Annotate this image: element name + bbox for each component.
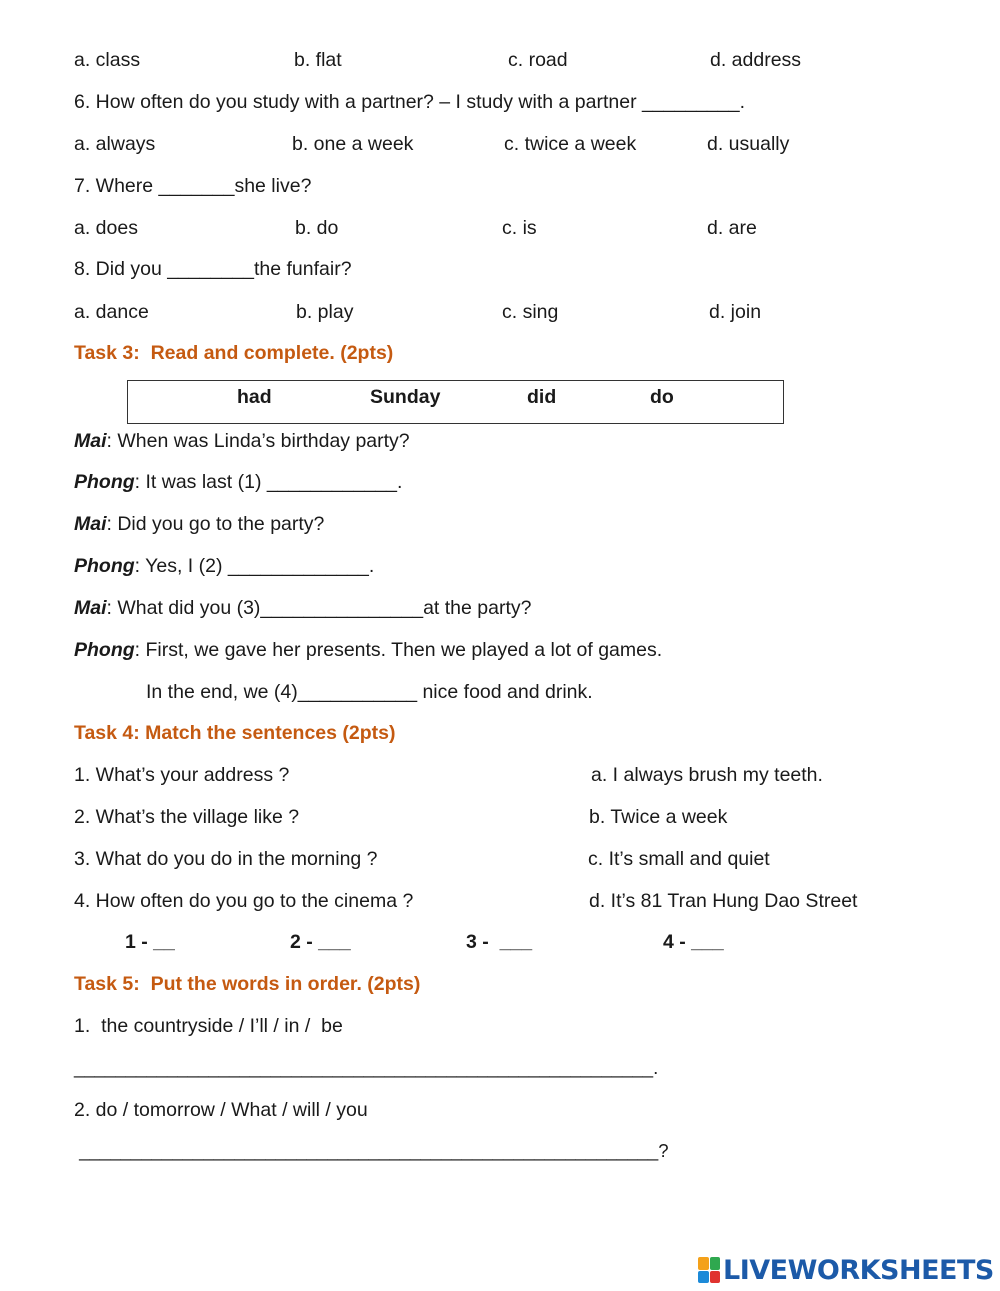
q7-option-a: a. does bbox=[74, 217, 138, 239]
match-answer-c: c. It’s small and quiet bbox=[588, 848, 770, 870]
q8-option-c: c. sing bbox=[502, 301, 559, 323]
order-answer-line-2[interactable]: ________________________________________________________? bbox=[74, 1140, 669, 1161]
dialogue-text: : Yes, I (2) _____________. bbox=[134, 555, 375, 577]
dialogue-continuation: In the end, we (4)___________ nice food and drink. bbox=[146, 681, 593, 703]
logo-text: LIVEWORKSHEETS bbox=[723, 1254, 994, 1286]
dialogue-line-4 bbox=[74, 554, 374, 578]
speaker-name: Phong bbox=[74, 639, 135, 661]
q8-option-a: a. dance bbox=[74, 301, 149, 323]
match-question-4: 4. How often do you go to the cinema ? bbox=[74, 890, 414, 912]
q6-option-b: b. one a week bbox=[292, 133, 414, 155]
dialogue-line-5 bbox=[74, 596, 532, 620]
word-bank-box bbox=[127, 380, 784, 424]
word-bank-item: do bbox=[650, 386, 674, 408]
speaker-name: Phong bbox=[74, 471, 135, 493]
match-question-1: 1. What’s your address ? bbox=[74, 764, 290, 786]
q8-option-d: d. join bbox=[709, 301, 762, 323]
liveworksheets-logo-icon bbox=[698, 1257, 720, 1283]
match-answer-d: d. It’s 81 Tran Hung Dao Street bbox=[589, 890, 858, 912]
q7-option-d: d. are bbox=[707, 217, 757, 239]
q5-option-c: c. road bbox=[508, 49, 568, 71]
q5-option-b: b. flat bbox=[294, 49, 342, 71]
answer-slot-4[interactable]: 4 - ___ bbox=[663, 931, 724, 953]
dialogue-line-3 bbox=[74, 512, 324, 536]
dialogue-text: : When was Linda’s birthday party? bbox=[106, 430, 410, 452]
dialogue-line-2 bbox=[74, 470, 402, 494]
q6-option-c: c. twice a week bbox=[504, 133, 637, 155]
q6-option-a: a. always bbox=[74, 133, 156, 155]
match-question-3: 3. What do you do in the morning ? bbox=[74, 848, 378, 870]
dialogue-text: : What did you (3)_______________at the party? bbox=[106, 597, 532, 619]
dialogue-text: : First, we gave her presents. Then we played a lot of games. bbox=[134, 639, 663, 661]
speaker-name: Mai bbox=[74, 513, 107, 535]
task5-title: Task 5: Put the words in order. (2pts) bbox=[74, 973, 421, 995]
match-answer-b: b. Twice a week bbox=[589, 806, 728, 828]
speaker-name: Mai bbox=[74, 430, 107, 452]
word-bank-item: did bbox=[527, 386, 557, 408]
q6-text: 6. How often do you study with a partner? – I study with a partner _________. bbox=[74, 91, 745, 113]
order-prompt-1: 1. the countryside / I’ll / in / be bbox=[74, 1015, 343, 1037]
q5-option-d: d. address bbox=[710, 49, 802, 71]
q6-option-d: d. usually bbox=[707, 133, 790, 155]
match-answer-a: a. I always brush my teeth. bbox=[591, 764, 823, 786]
answer-slot-2[interactable]: 2 - ___ bbox=[290, 931, 351, 953]
q7-option-c: c. is bbox=[502, 217, 537, 239]
word-bank-item: had bbox=[237, 386, 272, 408]
task4-title: Task 4: Match the sentences (2pts) bbox=[74, 722, 396, 744]
speaker-name: Mai bbox=[74, 597, 107, 619]
q7-text: 7. Where _______she live? bbox=[74, 175, 312, 197]
order-prompt-2: 2. do / tomorrow / What / will / you bbox=[74, 1099, 368, 1121]
liveworksheets-logo bbox=[698, 1254, 994, 1286]
answer-slot-1[interactable]: 1 - __ bbox=[125, 931, 175, 953]
dialogue-text: : It was last (1) ____________. bbox=[134, 471, 403, 493]
dialogue-line-1 bbox=[74, 429, 410, 453]
answer-slot-3[interactable]: 3 - ___ bbox=[466, 931, 533, 953]
task3-title: Task 3: Read and complete. (2pts) bbox=[74, 342, 394, 364]
q8-option-b: b. play bbox=[296, 301, 354, 323]
q5-option-a: a. class bbox=[74, 49, 141, 71]
dialogue-line-6 bbox=[74, 638, 662, 662]
match-question-2: 2. What’s the village like ? bbox=[74, 806, 300, 828]
word-bank-item: Sunday bbox=[370, 386, 441, 408]
q7-option-b: b. do bbox=[295, 217, 339, 239]
order-answer-line-1[interactable]: ________________________________________________________. bbox=[74, 1057, 659, 1078]
q8-text: 8. Did you ________the funfair? bbox=[74, 258, 352, 280]
speaker-name: Phong bbox=[74, 555, 135, 577]
dialogue-text: : Did you go to the party? bbox=[106, 513, 325, 535]
